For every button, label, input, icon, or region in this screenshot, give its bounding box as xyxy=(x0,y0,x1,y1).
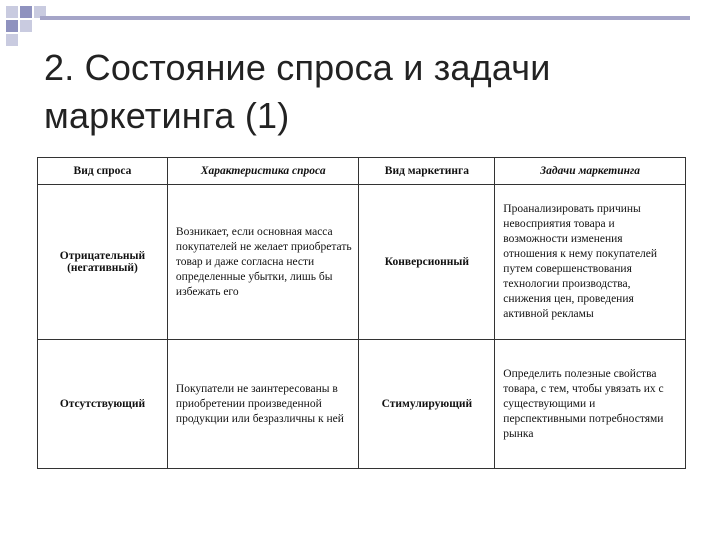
cell-demand-type: Отрицательный (негативный) xyxy=(38,185,168,340)
header-marketing-type: Вид маркетинга xyxy=(359,158,495,185)
title-rule xyxy=(40,16,690,20)
header-tasks: Задачи маркетинга xyxy=(495,158,686,185)
deco-square xyxy=(20,20,32,32)
cell-marketing-type: Конверсионный xyxy=(359,185,495,340)
slide-title xyxy=(44,44,704,140)
cell-characteristic: Покупатели не заинтересованы в приобретении произведенной продукции или безразличны к ней xyxy=(167,340,359,469)
header-characteristic: Характеристика спроса xyxy=(167,158,359,185)
cell-demand-type: Отсутствующий xyxy=(38,340,168,469)
deco-square xyxy=(6,34,18,46)
deco-square xyxy=(6,20,18,32)
cell-tasks: Определить полезные свойства товара, с тем, чтобы увязать их с существующими и перспективными потребностями рынка xyxy=(495,340,686,469)
cell-characteristic: Возникает, если основная масса покупателей не желает приобретать товар и даже согласна нести определенные убытки, лишь бы избежать его xyxy=(167,185,359,340)
table-row xyxy=(38,185,686,340)
deco-square xyxy=(6,6,18,18)
cell-marketing-type: Стимулирующий xyxy=(359,340,495,469)
table-row xyxy=(38,340,686,469)
slide-title-line1: 2. Состояние спроса и задачи xyxy=(44,47,551,88)
demand-marketing-table xyxy=(37,157,686,469)
table-header-row xyxy=(38,158,686,185)
header-demand-type: Вид спроса xyxy=(38,158,168,185)
deco-square xyxy=(20,6,32,18)
corner-decoration xyxy=(0,0,60,50)
cell-tasks: Проанализировать причины невосприятия товара и возможности изменения отношения к нему покупателей путем совершенствования технологии производства, снижения цен, проведения активной рекламы xyxy=(495,185,686,340)
slide-title-line2: маркетинга (1) xyxy=(44,95,290,136)
